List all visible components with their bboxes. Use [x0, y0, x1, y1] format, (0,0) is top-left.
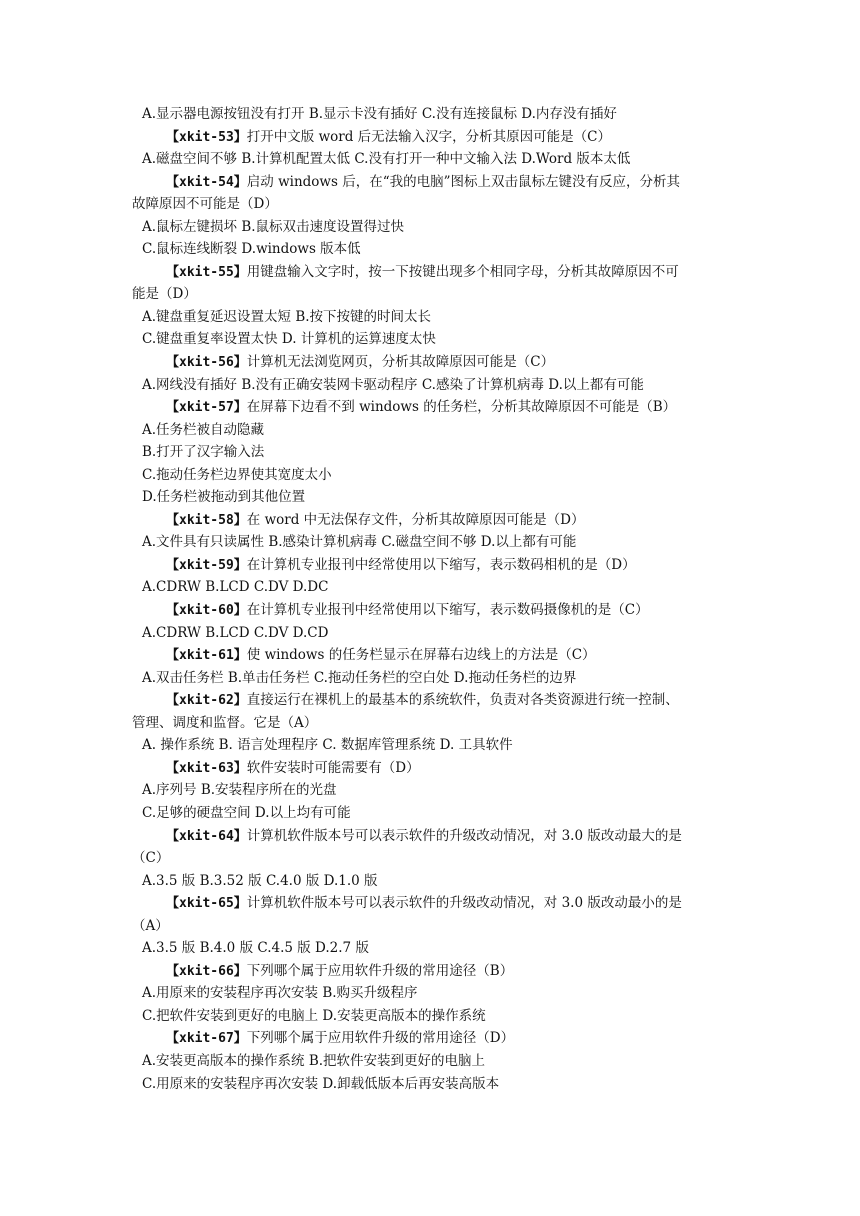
question-line: [132, 171, 742, 194]
answer-options: B.打开了汉字输入法: [142, 444, 265, 461]
question-line: [132, 825, 742, 848]
question-line: [132, 261, 742, 284]
answer-options: C.足够的硬盘空间 D.以上均有可能: [142, 804, 351, 821]
question-id: 【xkit-67】: [166, 1031, 247, 1047]
answer-options: A.键盘重复延迟设置太短 B.按下按键的时间太长: [142, 308, 432, 325]
question-text: 使 windows 的任务栏显示在屏幕右边线上的方法是（C）: [246, 647, 596, 664]
question-text: 打开中文版 word 后无法输入汉字，分析其原因可能是（C）: [246, 128, 611, 145]
answer-options: C.把软件安装到更好的电脑上 D.安装更高版本的操作系统: [142, 1007, 486, 1024]
question-text-continued: 能是（D）: [132, 286, 197, 303]
question-line: [132, 351, 742, 374]
answer-options: A.安装更高版本的操作系统 B.把软件安装到更好的电脑上: [142, 1052, 486, 1069]
question-id: 【xkit-62】: [166, 693, 247, 709]
answer-options: A.文件具有只读属性 B.感染计算机病毒 C.磁盘空间不够 D.以上都有可能: [142, 534, 577, 551]
question-id: 【xkit-64】: [166, 828, 247, 844]
document-body: [132, 103, 742, 1095]
question-text-continued: （A）: [132, 917, 169, 934]
question-id: 【xkit-54】: [166, 174, 247, 190]
question-line: [132, 126, 742, 149]
question-id: 【xkit-55】: [166, 264, 247, 280]
question-id: 【xkit-61】: [166, 648, 247, 664]
question-id: 【xkit-56】: [166, 355, 247, 371]
answer-options: A.用原来的安装程序再次安装 B.购买升级程序: [142, 985, 418, 1002]
question-text-continued: 管理、调度和监督。它是（A）: [132, 714, 318, 731]
question-line: [132, 892, 742, 915]
question-line: [132, 960, 742, 983]
question-id: 【xkit-60】: [166, 603, 247, 619]
question-text: 在计算机专业报刊中经常使用以下缩写，表示数码相机的是（D）: [246, 556, 636, 573]
answer-options: A. 操作系统 B. 语言处理程序 C. 数据库管理系统 D. 工具软件: [142, 737, 513, 754]
answer-options: A.3.5 版 B.4.0 版 C.4.5 版 D.2.7 版: [142, 940, 369, 957]
answer-options: A.3.5 版 B.3.52 版 C.4.0 版 D.1.0 版: [142, 872, 378, 889]
question-id: 【xkit-59】: [166, 557, 247, 573]
question-text: 在 word 中无法保存文件，分析其故障原因可能是（D）: [246, 511, 585, 528]
question-line: [132, 757, 742, 780]
question-id: 【xkit-53】: [166, 129, 247, 145]
question-line: [132, 644, 742, 667]
answer-options: A.CDRW B.LCD C.DV D.CD: [142, 624, 329, 641]
question-line: [132, 599, 742, 622]
answer-options: A.磁盘空间不够 B.计算机配置太低 C.没有打开一种中文输入法 D.Word 版本太低: [142, 151, 631, 168]
question-text: 计算机无法浏览网页，分析其故障原因可能是（C）: [246, 354, 555, 371]
question-line: [132, 509, 742, 532]
answer-options: A.任务栏被自动隐藏: [142, 421, 265, 438]
question-text: 计算机软件版本号可以表示软件的升级改动情况，对 3.0 版改动最大的是: [246, 827, 682, 844]
question-line: [132, 1027, 742, 1050]
answer-options: C.键盘重复率设置太快 D. 计算机的运算速度太快: [142, 331, 436, 348]
answer-options: A.显示器电源按钮没有打开 B.显示卡没有插好 C.没有连接鼠标 D.内存没有插好: [142, 106, 617, 122]
question-text: 软件安装时可能需要有（D）: [246, 759, 420, 776]
question-text: 在计算机专业报刊中经常使用以下缩写，表示数码摄像机的是（C）: [246, 602, 649, 619]
answer-options: C.鼠标连线断裂 D.windows 版本低: [142, 241, 361, 258]
question-text: 计算机软件版本号可以表示软件的升级改动情况，对 3.0 版改动最小的是: [246, 895, 682, 912]
answer-options: C.用原来的安装程序再次安装 D.卸载低版本后再安装高版本: [142, 1075, 500, 1092]
answer-options: A.双击任务栏 B.单击任务栏 C.拖动任务栏的空白处 D.拖动任务栏的边界: [142, 669, 577, 686]
question-id: 【xkit-57】: [166, 400, 247, 416]
answer-options: D.任务栏被拖动到其他位置: [142, 489, 306, 506]
question-text: 下列哪个属于应用软件升级的常用途径（B）: [246, 962, 514, 979]
question-id: 【xkit-66】: [166, 963, 247, 979]
answer-options: A.序列号 B.安装程序所在的光盘: [142, 782, 337, 799]
question-text: 直接运行在裸机上的最基本的系统软件，负责对各类资源进行统一控制、: [246, 692, 679, 709]
question-id: 【xkit-65】: [166, 896, 247, 912]
answer-options: A.鼠标左键损坏 B.鼠标双击速度设置得过快: [142, 218, 405, 235]
question-text: 在屏幕下边看不到 windows 的任务栏，分析其故障原因不可能是（B）: [246, 399, 677, 416]
answer-options: A.CDRW B.LCD C.DV D.DC: [142, 579, 329, 596]
question-text: 用键盘输入文字时，按一下按键出现多个相同字母，分析其故障原因不可: [246, 263, 679, 280]
question-text: 启动 windows 后，在“我的电脑”图标上双击鼠标左键没有反应，分析其: [246, 173, 681, 190]
question-id: 【xkit-58】: [166, 512, 247, 528]
answer-options: C.拖动任务栏边界使其宽度太小: [142, 466, 332, 483]
question-line: [132, 689, 742, 712]
answer-options: A.网线没有插好 B.没有正确安装网卡驱动程序 C.感染了计算机病毒 D.以上都有可能: [142, 376, 644, 393]
question-line: [132, 396, 742, 419]
question-text: 下列哪个属于应用软件升级的常用途径（D）: [246, 1030, 515, 1047]
question-id: 【xkit-63】: [166, 760, 247, 776]
question-line: [132, 554, 742, 577]
question-text-continued: （C）: [132, 850, 170, 867]
question-text-continued: 故障原因不可能是（D）: [132, 196, 278, 213]
